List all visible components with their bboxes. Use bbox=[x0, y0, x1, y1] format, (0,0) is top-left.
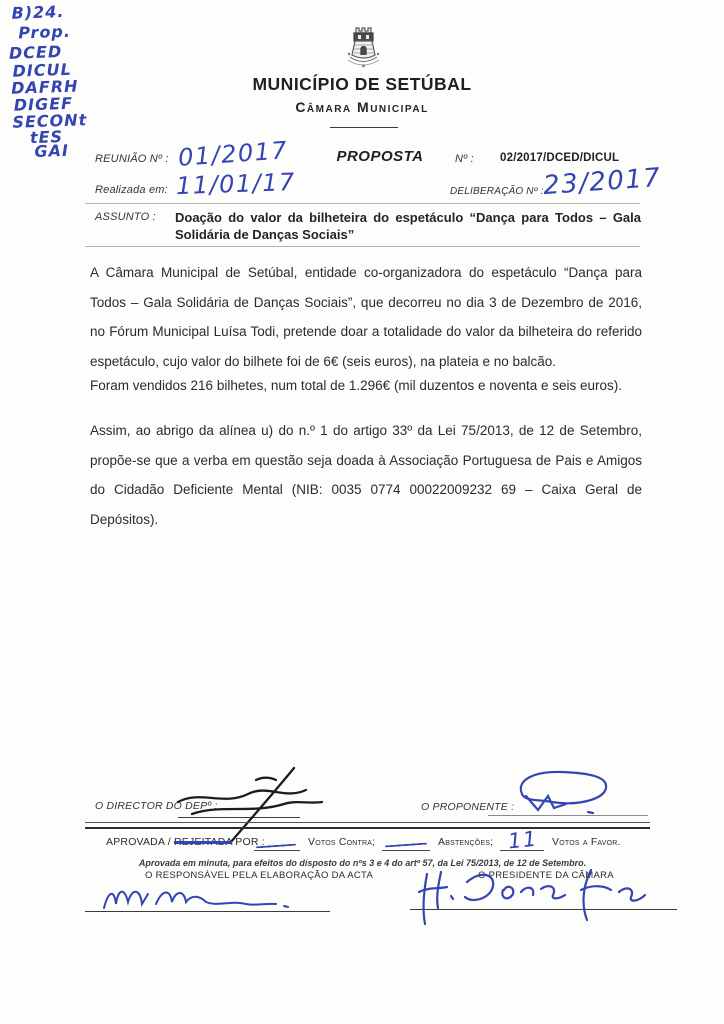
annotation-line: GAI bbox=[34, 140, 70, 162]
realizada-label: Realizada em: bbox=[95, 184, 168, 196]
annotation-line: Prop. bbox=[17, 21, 72, 43]
aprovada-text: APROVADA / bbox=[106, 836, 174, 848]
annotation-line: SECONt bbox=[12, 110, 88, 132]
minuta-note: Aprovada em minuta, para efeitos do disposto do nºs 3 e 4 do artº 57, da Lei 75/2013, de 12 de Setembro. bbox=[138, 858, 587, 868]
setubal-coat-of-arms-icon bbox=[342, 24, 384, 72]
proposta-title: PROPOSTA bbox=[336, 148, 424, 165]
deliberacao-value-handwritten: 23/2017 bbox=[542, 162, 663, 202]
abstencoes-label: Abstenções; bbox=[438, 836, 494, 848]
body-paragraph: A Câmara Municipal de Setúbal, entidade co-organizadora do espetáculo “Dança para Todos – Gala Solidária de Danças Sociais”, que decorreu no dia 3 de Dezembro de 2016, no Fórum Municipal Luísa Todi, pretende doar a totalidade do valor da bilheteira do referido espetáculo, cujo valor do bilhete foi de 6€ (seis euros), na plateia e no balcão. bbox=[90, 265, 642, 369]
annotation-line: DICUL bbox=[12, 59, 73, 81]
annotation-line: DCED bbox=[8, 42, 63, 63]
presidente-signature bbox=[415, 866, 645, 928]
votos-favor-label: Votos a Favor. bbox=[552, 836, 621, 848]
deliberacao-label: DELIBERAÇÃO Nº : bbox=[450, 186, 544, 197]
proponente-signature bbox=[508, 768, 618, 818]
reuniao-label: REUNIÃO Nº : bbox=[95, 153, 169, 165]
director-label: O DIRECTOR DO DEPº : bbox=[95, 800, 218, 812]
abstentions-blank bbox=[382, 850, 430, 851]
approval-label bbox=[106, 836, 265, 848]
responsavel-label: O RESPONSÁVEL PELA ELABORAÇÃO DA ACTA bbox=[145, 870, 374, 881]
rejeitada-struck-text: REJEITADA bbox=[173, 836, 233, 848]
director-signature bbox=[172, 762, 332, 847]
assunto-label: ASSUNTO : bbox=[95, 211, 156, 223]
annotation-line: DAFRH bbox=[10, 76, 79, 98]
responsavel-signature bbox=[100, 876, 310, 924]
presidente-label: O PRESIDENTE DA CÂMARA bbox=[478, 870, 614, 881]
body-paragraph: Foram vendidos 216 bilhetes, num total de 1.296€ (mil duzentos e noventa e seis euros). bbox=[90, 378, 623, 393]
numero-label: Nº : bbox=[455, 153, 474, 165]
por-text: POR : bbox=[232, 836, 265, 848]
assunto-value: Doação do valor da bilheteira do espetáculo “Dança para Todos – Gala Solidária de Danças Sociais” bbox=[175, 210, 641, 242]
realizada-value-handwritten: 11/01/17 bbox=[175, 167, 297, 201]
divider-line bbox=[85, 246, 640, 247]
annotation-line: tES bbox=[29, 127, 64, 148]
abstentions-handwritten-dash bbox=[385, 843, 427, 848]
votes-favor-handwritten-value: 11 bbox=[506, 826, 539, 854]
annotation-line: DIGEF bbox=[13, 93, 74, 115]
section-divider-thick bbox=[85, 822, 650, 829]
numero-value: 02/2017/DCED/DICUL bbox=[500, 152, 620, 164]
votos-contra-label: Votos Contra; bbox=[308, 836, 376, 848]
annotation-line: B)24. bbox=[11, 1, 65, 23]
body-paragraph: Assim, ao abrigo da alínea u) do n.º 1 do artigo 33º da Lei 75/2013, de 12 de Setembro, propõe-se que a verba em questão seja doada à Associação Portuguesa de Pais e Amigos do Cidadão Deficiente Mental (NIB: 0035 0774 00022009232 69 – Caixa Geral de Depósitos). bbox=[90, 423, 642, 527]
council-subtitle: Câmara Municipal bbox=[295, 99, 429, 115]
header-rule bbox=[330, 127, 398, 128]
votes-against-blank bbox=[254, 850, 300, 851]
divider-line bbox=[85, 203, 640, 204]
municipality-title: MUNICÍPIO DE SETÚBAL bbox=[252, 74, 472, 94]
proponente-label: O PROPONENTE : bbox=[421, 801, 515, 813]
reuniao-value-handwritten: 01/2017 bbox=[177, 136, 290, 172]
